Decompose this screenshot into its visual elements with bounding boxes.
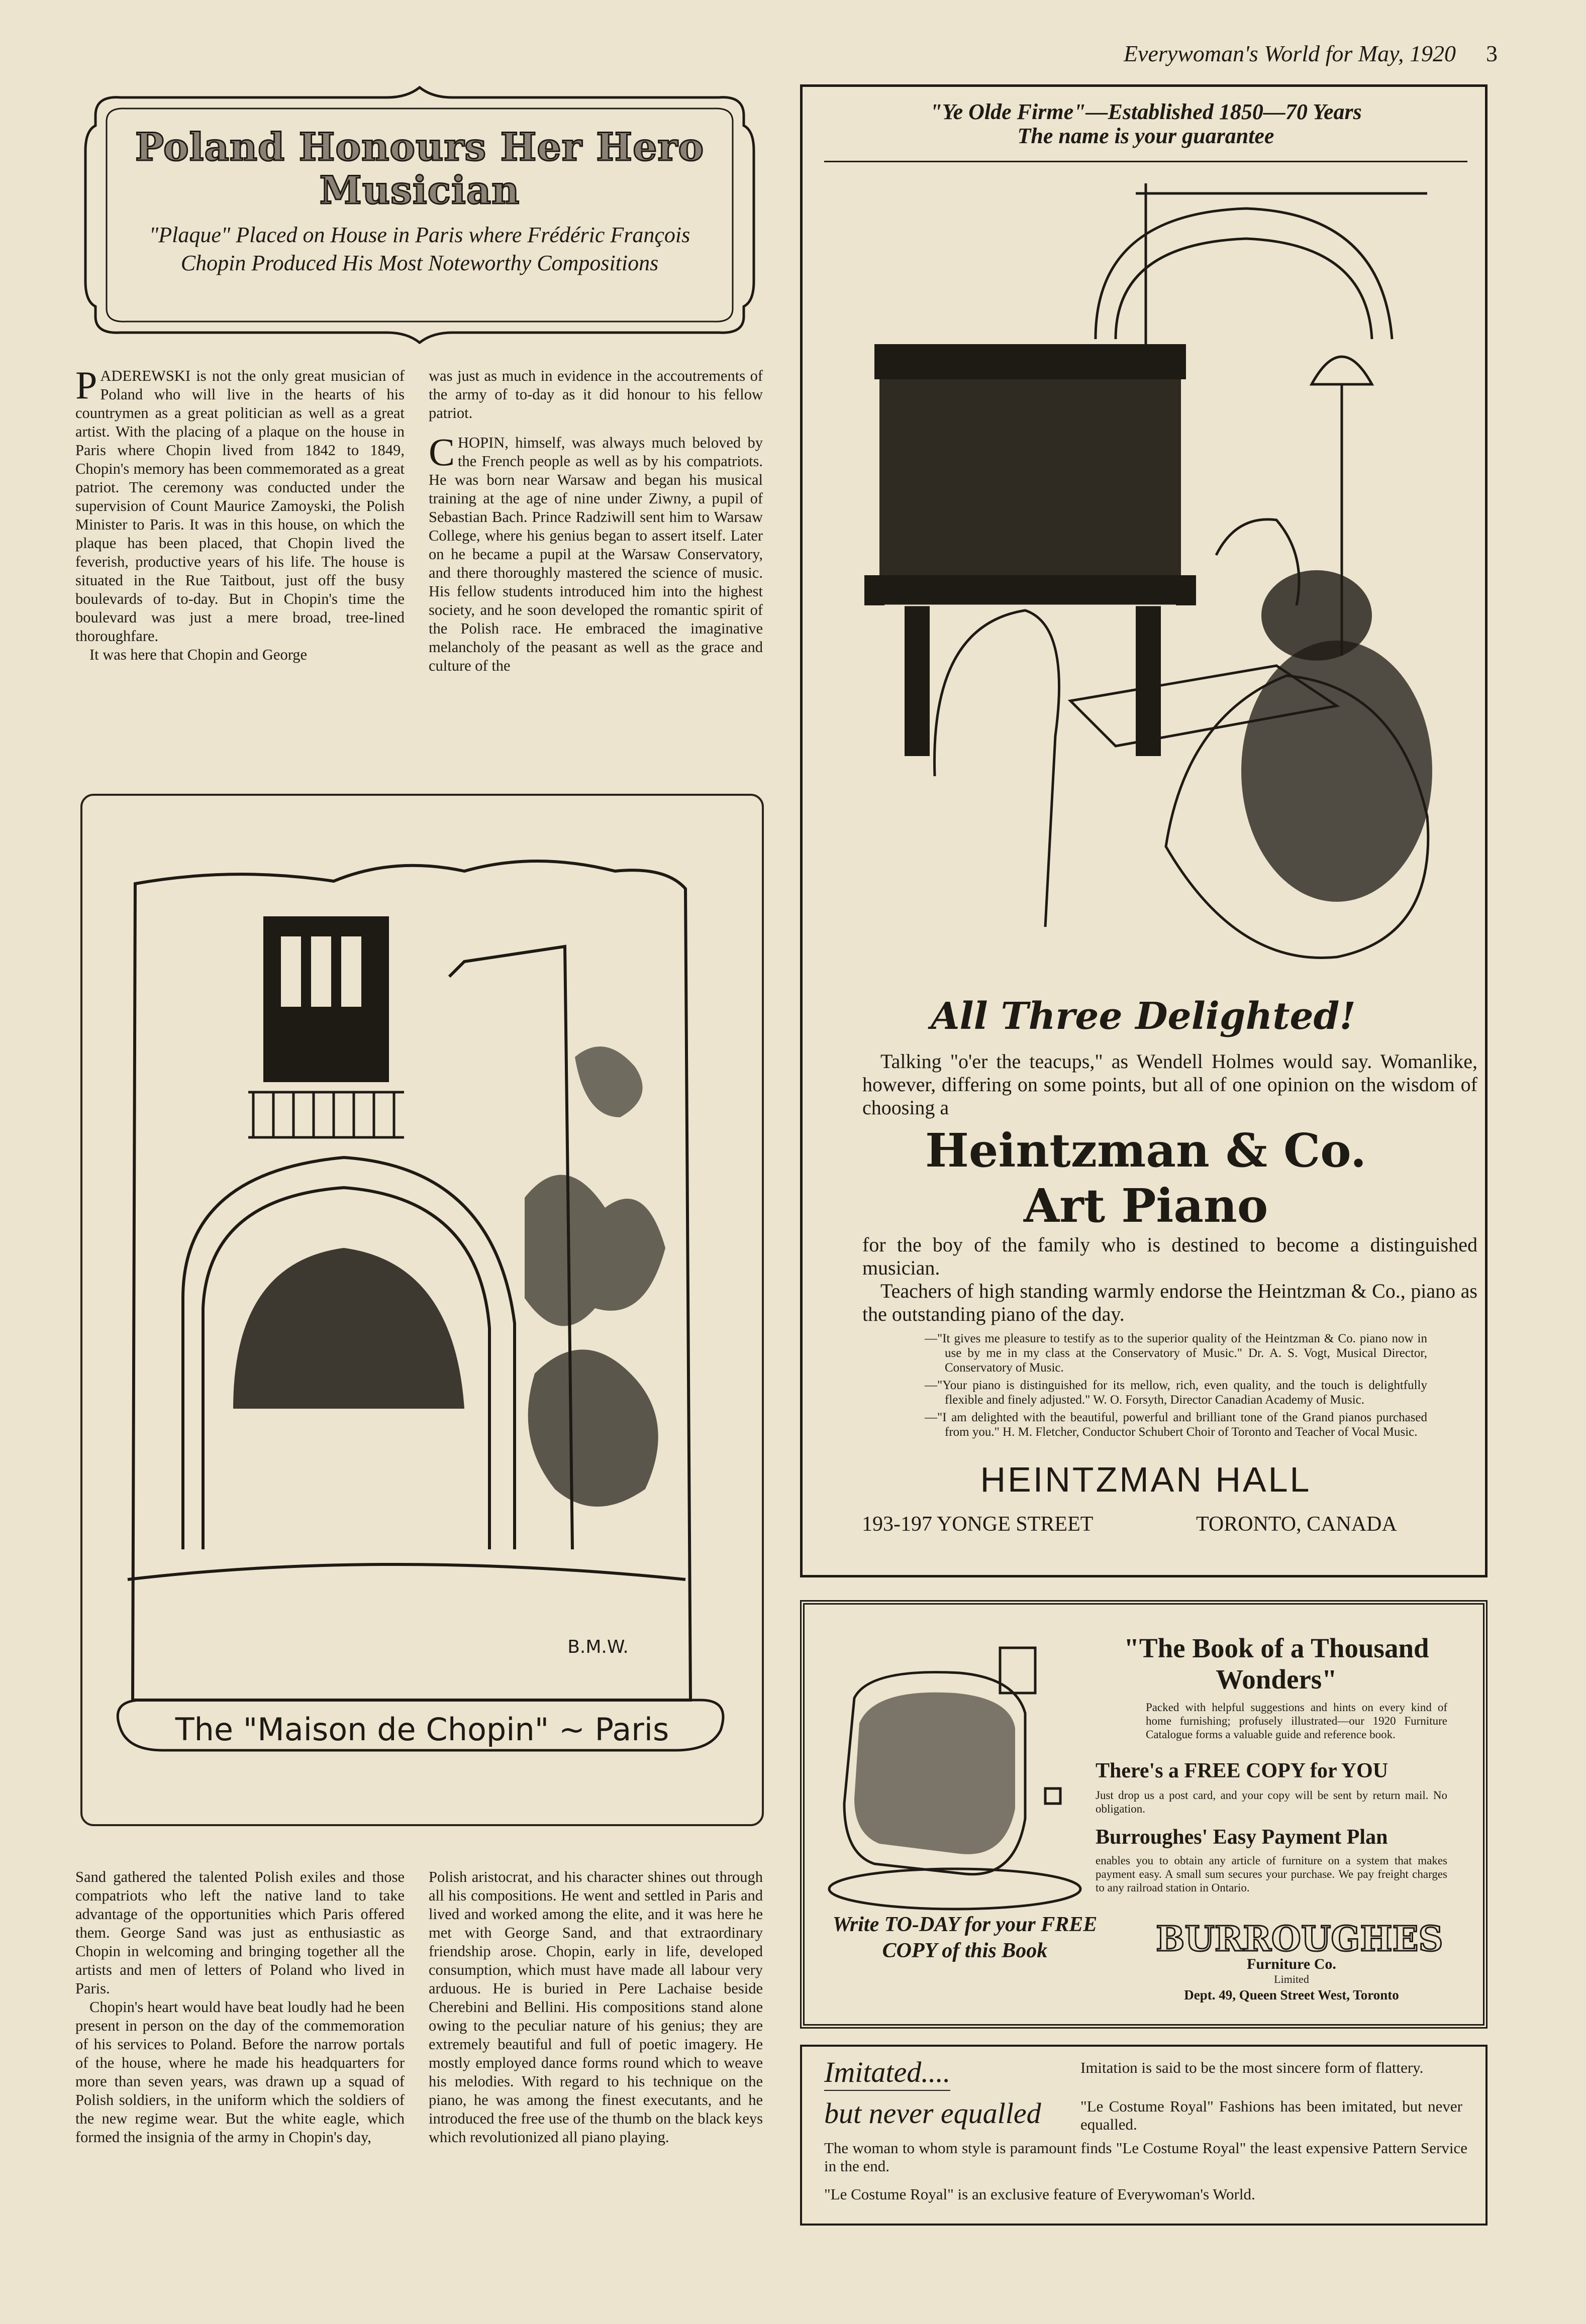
article-title: Poland Honours Her Hero Musician [135,125,705,213]
article-column-2-bottom [429,1868,763,2147]
paragraph: was just as much in evidence in the accoutrements of the army of to-day as it did honour to his fellow patriot. [429,367,763,421]
company-address: Dept. 49, Queen Street West, Toronto [1184,1987,1399,2002]
fashions-text: "Le Costume Royal" Fashions has been imitated, but never equalled. [1080,2097,1462,2133]
paragraph: Polish aristocrat, and his character shines out through all his compositions. He went and settled in Paris and lived and worked among the elite, and it was here he met with George Sand, and that extraordinary friendship arose. Chopin, early in life, developed consumption, which must have made all labour very arduous. He is buried in Pere Lachaise beside Cherebini and Bellini. His compositions stand alone owing to the peculiar nature of his genius; they are extremely beautiful and full of poetic imagery. He mostly employed dance forms round which to weave his melodies. With regard to his technique on the piano, he was among the finest executants, and he introduced the free use of the thumb on the black keys which revolutionized all piano playing. [429,1868,763,2146]
paragraph [429,430,763,675]
ad-body-intro [862,1050,1477,1119]
brand-line-1: Heintzman & Co. [925,1123,1366,1178]
testimonial: —"It gives me pleasure to testify as to the superior quality of the Heintzman & Co. piano now in use by me in my class at the Conservatory of Music." Dr. A. S. Vogt, Musical Director, Conservatory of Music. [925,1332,1427,1375]
catalogue-title: "The Book of a Thousand Wonders" [1124,1633,1429,1695]
piano-parlour-illustration [834,173,1462,977]
drop-cap: C [429,430,455,474]
imitation-text: Imitation is said to be the most sincere form of flattery. [1080,2059,1424,2076]
catalogue-intro: Packed with helpful suggestions and hints on every kind of home furnishing; profusely illustrated—our 1920 Furniture Catalogue forms a valuable guide and reference book. [1146,1701,1447,1741]
exclusive-feature-text: "Le Costume Royal" is an exclusive feature of Everywoman's World. [824,2185,1255,2203]
free-copy-heading: There's a FREE COPY for YOU [1096,1759,1389,1782]
divider [824,161,1467,162]
brand-line-2: Art Piano [1023,1179,1268,1233]
paragraph: for the boy of the family who is destined to become a distinguished musician. [862,1233,1477,1279]
paragraph: Chopin's heart would have beat loudly had he been present in person on the day of the commemoration of his services to Poland. Before the narrow portals of the house, where he made his headquarters for more than seven years, was drawn up a squad of Polish soldiers, in the uniform which the soldiers of the new regime wear. But the white eagle, which formed the insignia of the army in Chopin's day, [75,1998,405,2146]
street-address: 193-197 YONGE STREET [862,1513,1094,1536]
city-address: TORONTO, CANADA [1196,1513,1397,1536]
ad-slogan: "Ye Olde Firme"—Established 1850—70 Years [930,99,1362,124]
free-copy-text: Just drop us a post card, and your copy will be sent by return mail. No obligation. [1096,1789,1447,1815]
ad-headline: All Three Delighted! [931,995,1356,1038]
illustration-caption: The "Maison de Chopin" ~ Paris [175,1711,669,1748]
armchair-illustration [824,1638,1106,1919]
paragraph: Talking "o'er the teacups," as Wendell Holmes would say. Womanlike, however, differing on some points, but all of one opinion on the wisdom of choosing a [862,1050,1477,1119]
running-header [754,40,1498,75]
article-column-1-bottom [75,1868,405,2147]
paragraph-text: ADEREWSKI is not the only great musician of Poland who will live in the hearts of his countrymen as a great politician as well as a great artist. With the placing of a plaque on the house in Paris where Chopin lived from 1842 to 1849, Chopin's memory has been commemorated as a great patriot. The ceremony was conducted under the supervision of Count Maurice Zamoyski, the Polish Minister to Paris. It was in this house, on which the plaque has been placed, that Chopin lived the feverish, productive years of his life. The house is situated in the Rue Taitbout, just off the busy boulevards of to-day. But in Chopin's time the boulevard was just a mere broad, tree-lined thoroughfare. [75,367,405,645]
burroughes-logo: BURROUGHES [1156,1919,1443,1959]
testimonials [925,1331,1427,1442]
testimonial: —"Your piano is distinguished for its mellow, rich, even quality, and the touch is delightfully flexible and finely adjusted." W. O. Forsyth, Director Canadian Academy of Music. [925,1379,1427,1407]
page-number: 3 [1486,41,1498,66]
payment-plan-text: enables you to obtain any article of furniture on a system that makes payment easy. A small sum secures your purchase. We pay freight charges to any railroad station in Ontario. [1096,1854,1447,1894]
article-column-2-top [429,367,763,675]
imitated-heading: Imitated.... [824,2055,950,2091]
cta-text: Write TO-DAY for your FREE COPY of this Book [832,1913,1098,1962]
publication-line: Everywoman's World for May, 1920 [1123,41,1456,66]
paragraph [75,363,405,646]
pattern-service-text: The woman to whom style is paramount finds "Le Costume Royal" the least expensive Pattern Service in the end. [824,2139,1467,2175]
drop-cap: P [75,363,97,407]
ad-slogan-sub: The name is your guarantee [1017,124,1274,148]
paragraph: Sand gathered the talented Polish exiles and those compatriots who left the native land to take advantage of the opportunities which Paris offered them. George Sand was just as enthusiastic as Chopin in welcoming and bringing together all the artists and men of letters of Poland who lived in Paris. [75,1868,405,1997]
article-column-1-top [75,363,405,664]
ad-body-continued [862,1233,1477,1326]
payment-plan-heading: Burroughes' Easy Payment Plan [1096,1826,1388,1849]
article-subtitle: "Plaque" Placed on House in Paris where Frédéric François Chopin Produced His Most Noteworthy Compositions [149,223,690,275]
never-equalled-heading: but never equalled [824,2097,1041,2130]
testimonial: —"I am delighted with the beautiful, powerful and brilliant tone of the Grand pianos purchased from you." H. M. Fletcher, Conductor Schubert Choir of Toronto and Teacher of Vocal Music. [925,1411,1427,1439]
paragraph: It was here that Chopin and George [89,646,308,663]
ad-brand-name [814,1123,1477,1233]
chopin-house-illustration [80,794,764,1826]
company-limited: Limited [1274,1973,1309,1985]
artist-signature: B.M.W. [567,1637,629,1657]
paragraph: Teachers of high standing warmly endorse the Heintzman & Co., piano as the outstanding piano of the day. [862,1280,1477,1325]
paragraph-text: HOPIN, himself, was always much beloved by the French people as well as by his compatriots. He was born near Warsaw and began his musical training at the age of nine under Ziwny, a pupil of Sebastian Bach. Prince Radziwill sent him to Warsaw College, where his genius began to assert itself. Later on he became a pupil at the Warsaw Conservatory, and there thoroughly mastered the science of music. His fellow students introduced him into the highest society, and he soon developed the romantic spirit of the Polish race. He embraced the imaginative melancholy of the peasant as well as the grace and culture of the [429,434,763,674]
heintzman-hall: HEINTZMAN HALL [980,1460,1312,1499]
house-drawing [82,796,766,1828]
company-name: Furniture Co. [1247,1956,1336,1972]
